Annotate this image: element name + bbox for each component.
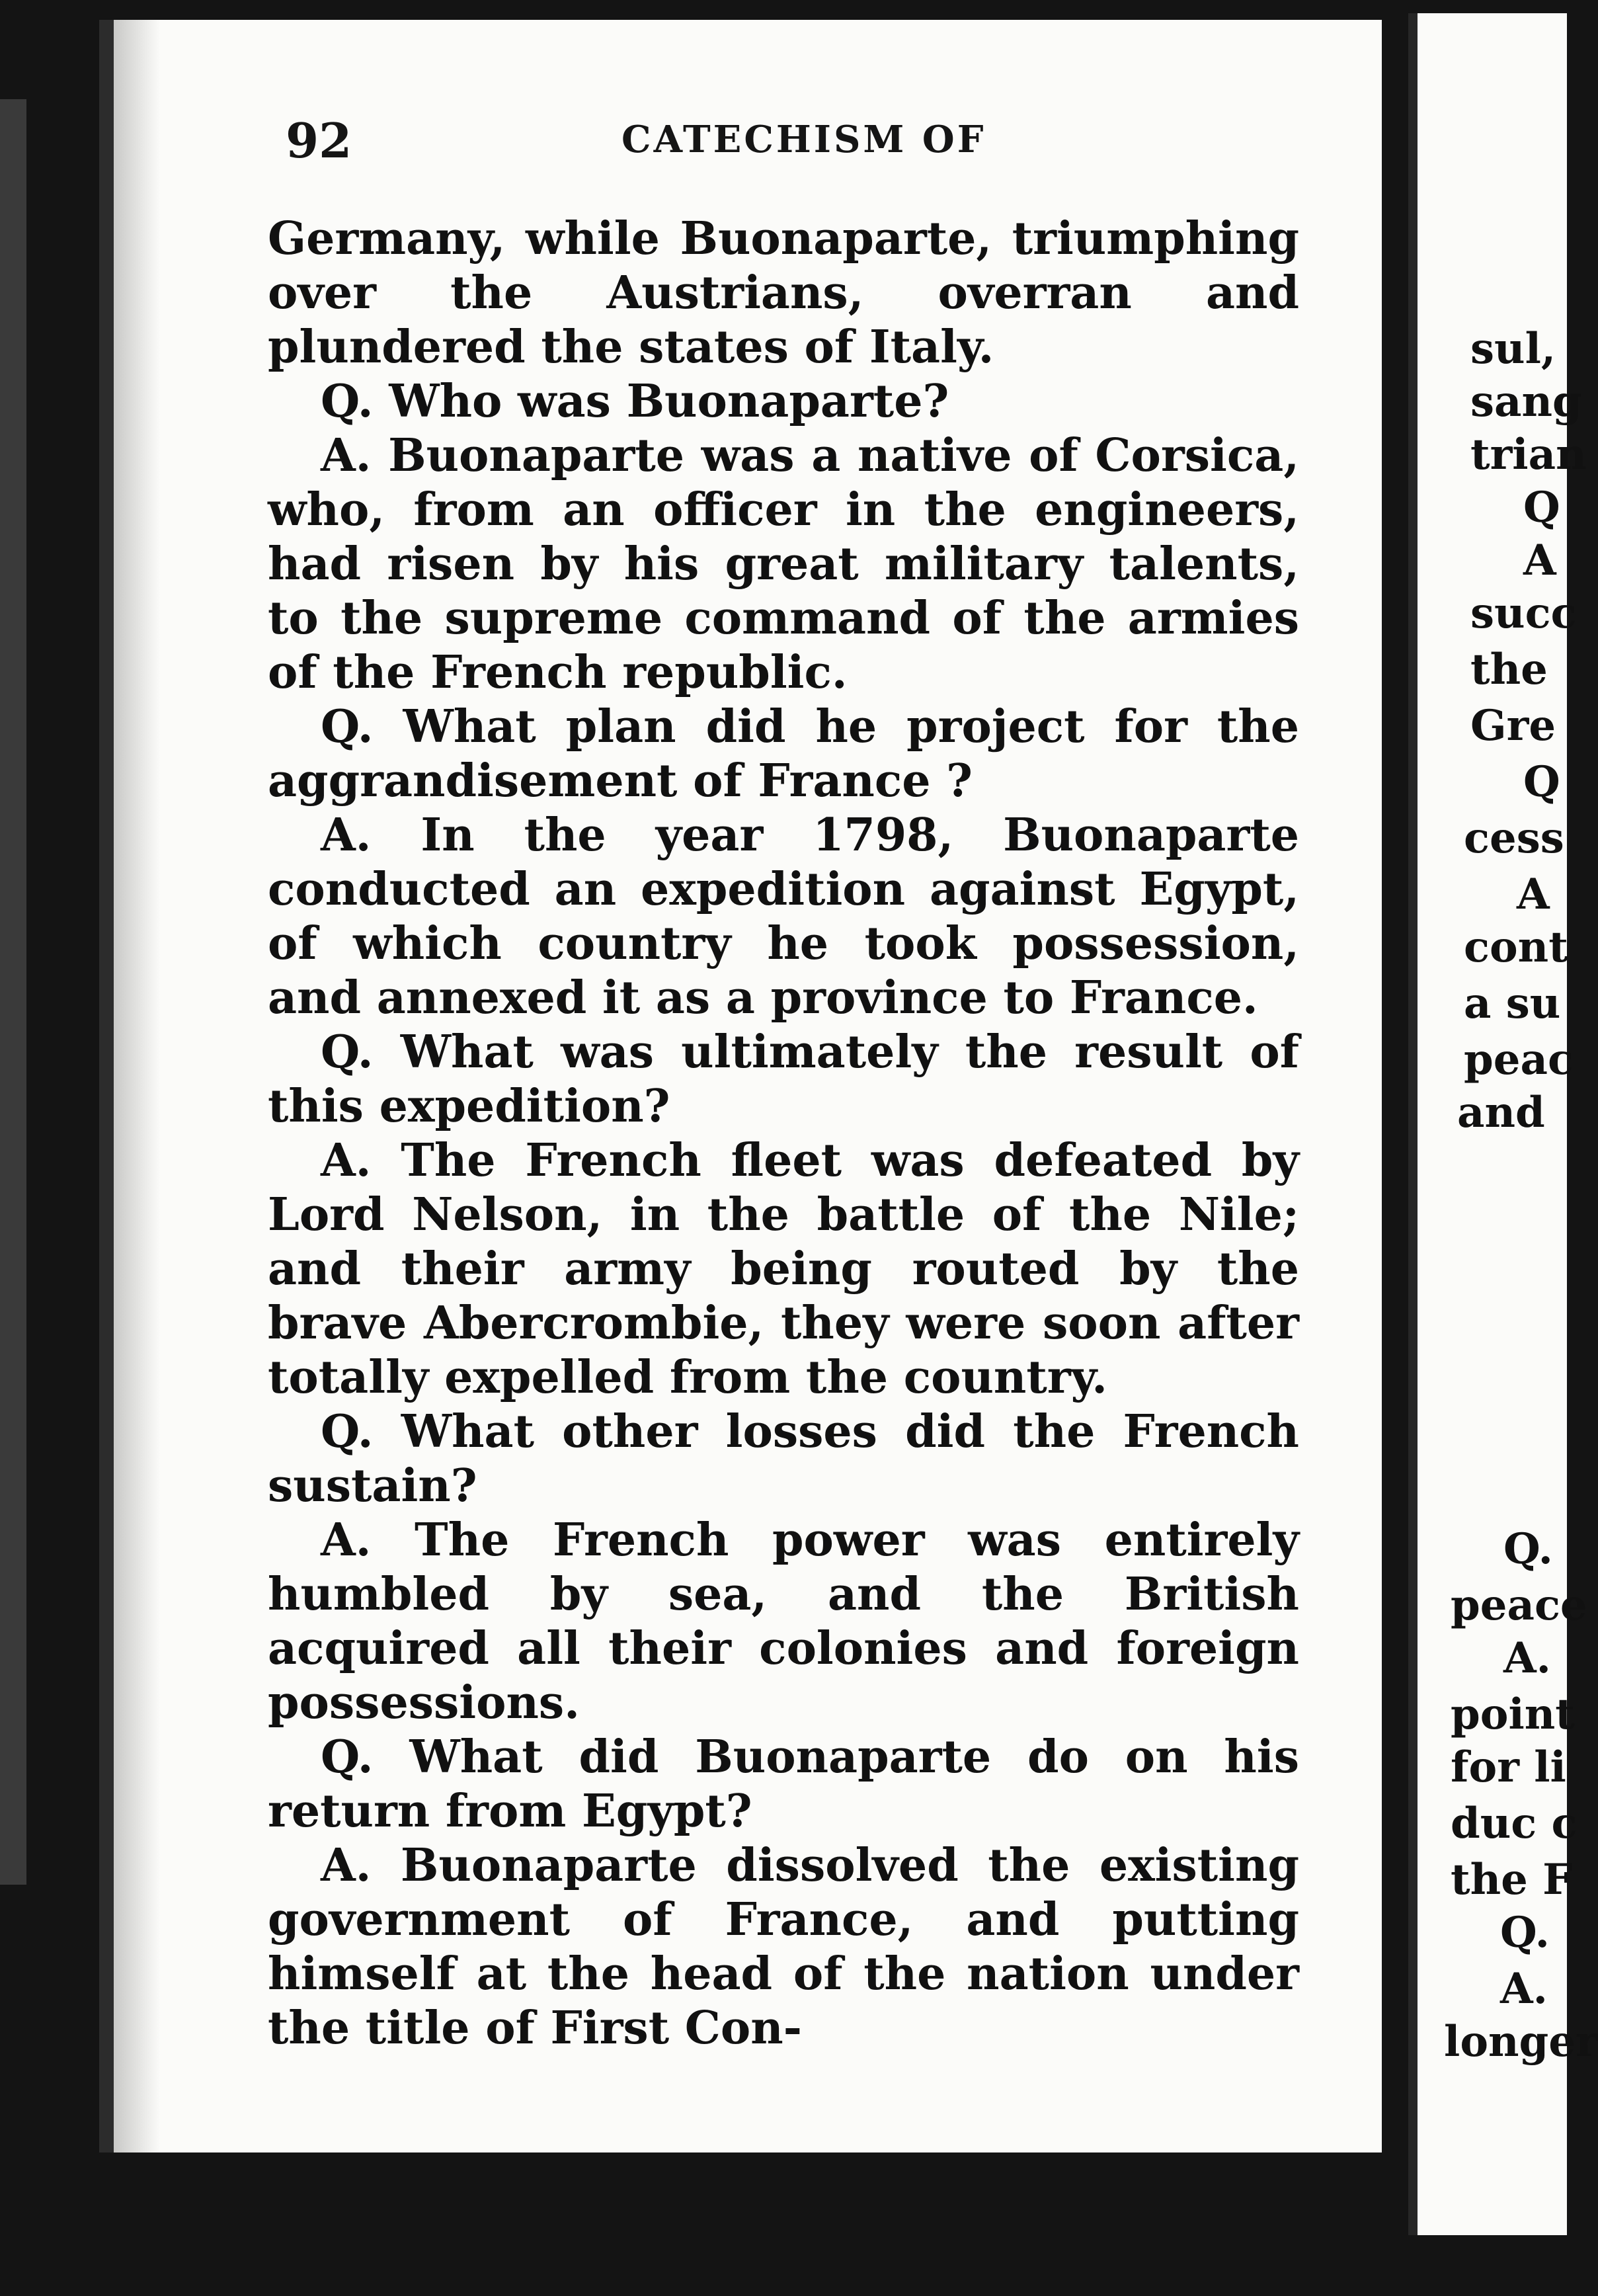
- facing-line: A: [1517, 870, 1550, 919]
- facing-line: the F: [1451, 1855, 1573, 1905]
- paragraph: Germany, while Buonaparte, triumphing over the Austrians, overran and plundered the states of Italy.: [268, 212, 1299, 374]
- facing-line: peac: [1464, 1035, 1574, 1085]
- running-head: CATECHISM OF: [621, 118, 986, 161]
- facing-line: and: [1457, 1088, 1545, 1137]
- facing-line: sang: [1470, 377, 1582, 427]
- question: Q. Who was Buonaparte?: [321, 375, 949, 428]
- answer: A. The French power was entirely humbled by sea, and the British acquired all their colonies and foreign possessions.: [268, 1514, 1299, 1729]
- answer: A. The French fleet was defeated by Lord Nelson, in the battle of the Nile; and their army being routed by the brave Abercrombie, they were soon after totally expelled from the country.: [268, 1134, 1299, 1404]
- question: Q. What other losses did the French sustain?: [268, 1405, 1299, 1512]
- facing-line: point: [1451, 1690, 1575, 1739]
- page-text-body: [268, 212, 1299, 2055]
- facing-line: A: [1523, 536, 1556, 585]
- facing-line: A.: [1503, 1633, 1551, 1683]
- facing-line: for li: [1451, 1742, 1566, 1792]
- answer: A. In the year 1798, Buonaparte conducted an expedition against Egypt, of which country he took possession, and annexed it as a province to France.: [268, 809, 1299, 1024]
- facing-line: A.: [1500, 1964, 1548, 2014]
- facing-line: succ: [1470, 589, 1577, 638]
- question: Q. What was ultimately the result of this expedition?: [268, 1026, 1299, 1133]
- book-page-right: [1408, 13, 1598, 2235]
- facing-line: sul,: [1470, 324, 1556, 374]
- answer: A. Buonaparte was a native of Corsica, who, from an officer in the engineers, had risen by his great military talents, to the supreme command of the armies of the French republic.: [268, 429, 1299, 699]
- facing-line: Gre: [1470, 701, 1556, 751]
- facing-line: cess: [1464, 813, 1564, 863]
- facing-line: Q.: [1503, 1524, 1553, 1574]
- question: Q. What did Buonaparte do on his return from Egypt?: [268, 1731, 1299, 1838]
- facing-line: cont: [1464, 922, 1568, 972]
- book-left-edge: [0, 99, 26, 1885]
- facing-line: duc c: [1451, 1799, 1578, 1848]
- facing-line: peace: [1451, 1580, 1587, 1630]
- page-number: 92: [286, 112, 352, 169]
- facing-line: trian: [1470, 430, 1587, 479]
- facing-line: Q: [1523, 483, 1560, 532]
- facing-line: a su: [1464, 979, 1561, 1028]
- facing-line: Q.: [1500, 1908, 1550, 1957]
- facing-line: the: [1470, 645, 1548, 694]
- question: Q. What plan did he project for the aggrandisement of France ?: [268, 700, 1299, 807]
- facing-line: Q: [1523, 757, 1560, 807]
- page-gutter-shadow: [114, 20, 160, 2152]
- answer: A. Buonaparte dissolved the existing government of France, and putting himself at the head of the nation under the title of First Con-: [268, 1839, 1299, 2055]
- facing-line: longer: [1444, 2017, 1598, 2067]
